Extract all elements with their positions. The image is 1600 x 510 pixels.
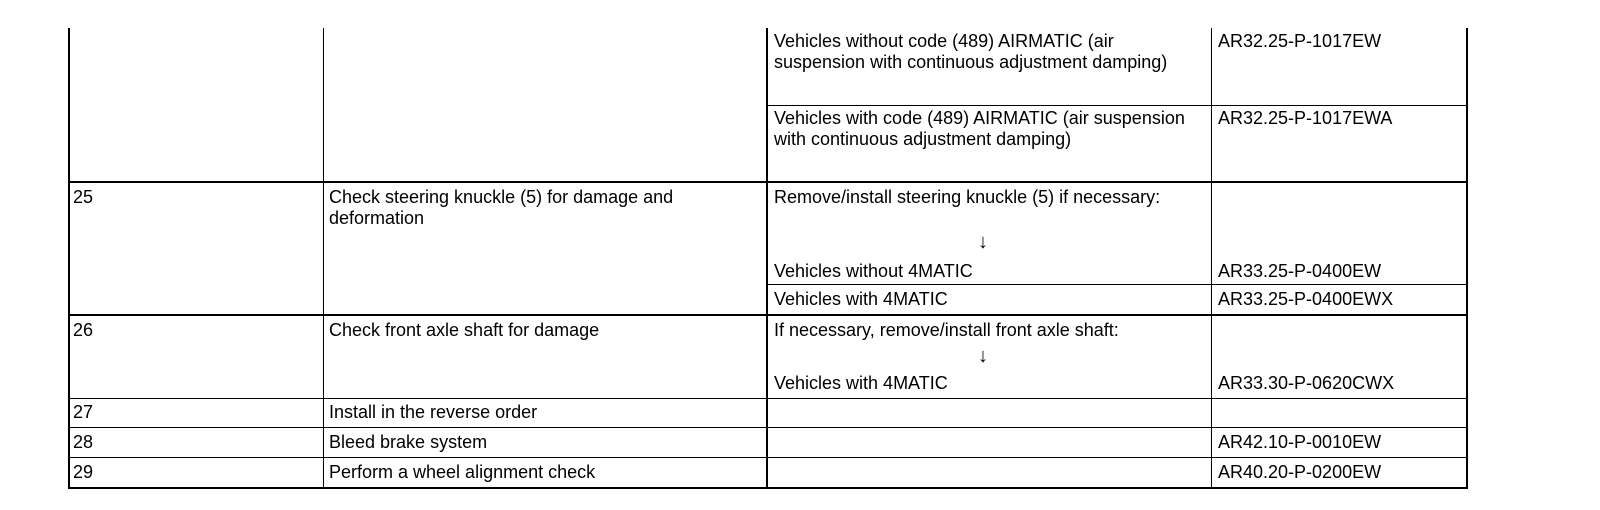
down-arrow-icon: ↓ — [978, 345, 988, 367]
step-number: 28 — [73, 432, 94, 452]
reference-link[interactable]: AR40.20-P-0200EW — [1218, 462, 1382, 482]
row-divider-25 — [68, 181, 1468, 183]
column-divider-1 — [323, 28, 324, 489]
operation-text: Perform a wheel alignment check — [329, 462, 596, 482]
row-divider-28 — [68, 427, 1468, 428]
operation-text: Install in the reverse order — [329, 402, 538, 422]
column-divider-3 — [1211, 28, 1212, 489]
note-text: Vehicles without 4MATIC — [774, 261, 973, 281]
row-divider-26 — [68, 314, 1468, 316]
reference-link[interactable]: AR33.25-P-0400EW — [1218, 261, 1382, 281]
table-border-bottom — [68, 487, 1468, 489]
step-number: 25 — [73, 187, 94, 207]
row-divider-27 — [68, 398, 1468, 399]
note-text: Vehicles with 4MATIC — [774, 373, 948, 393]
column-divider-2 — [766, 28, 768, 489]
note-intro: If necessary, remove/install front axle shaft: — [774, 320, 1119, 340]
reference-link[interactable]: AR32.25-P-1017EWA — [1218, 108, 1393, 128]
table-border-left — [68, 28, 70, 489]
row-divider-29 — [68, 457, 1468, 458]
note-text: Vehicles with 4MATIC — [774, 289, 948, 309]
note-text: Vehicles without code (489) AIRMATIC (air suspension with continuous adjustment damping) — [774, 31, 1168, 72]
step-number: 27 — [73, 402, 94, 422]
step-number: 29 — [73, 462, 94, 482]
operation-text: Check steering knuckle (5) for damage and deformation — [329, 187, 674, 228]
reference-link[interactable]: AR42.10-P-0010EW — [1218, 432, 1382, 452]
down-arrow-icon: ↓ — [978, 231, 988, 253]
note-divider — [766, 284, 1467, 285]
reference-link[interactable]: AR33.30-P-0620CWX — [1218, 373, 1395, 393]
reference-link[interactable]: AR33.25-P-0400EWX — [1218, 289, 1394, 309]
operation-text: Bleed brake system — [329, 432, 488, 452]
table-border-right — [1466, 28, 1468, 489]
note-intro: Remove/install steering knuckle (5) if necessary: — [774, 187, 1161, 207]
step-number: 26 — [73, 320, 94, 340]
operation-text: Check front axle shaft for damage — [329, 320, 600, 340]
note-divider — [766, 105, 1467, 106]
reference-link[interactable]: AR32.25-P-1017EW — [1218, 31, 1382, 51]
note-text: Vehicles with code (489) AIRMATIC (air suspension with continuous adjustment damping) — [774, 108, 1185, 149]
